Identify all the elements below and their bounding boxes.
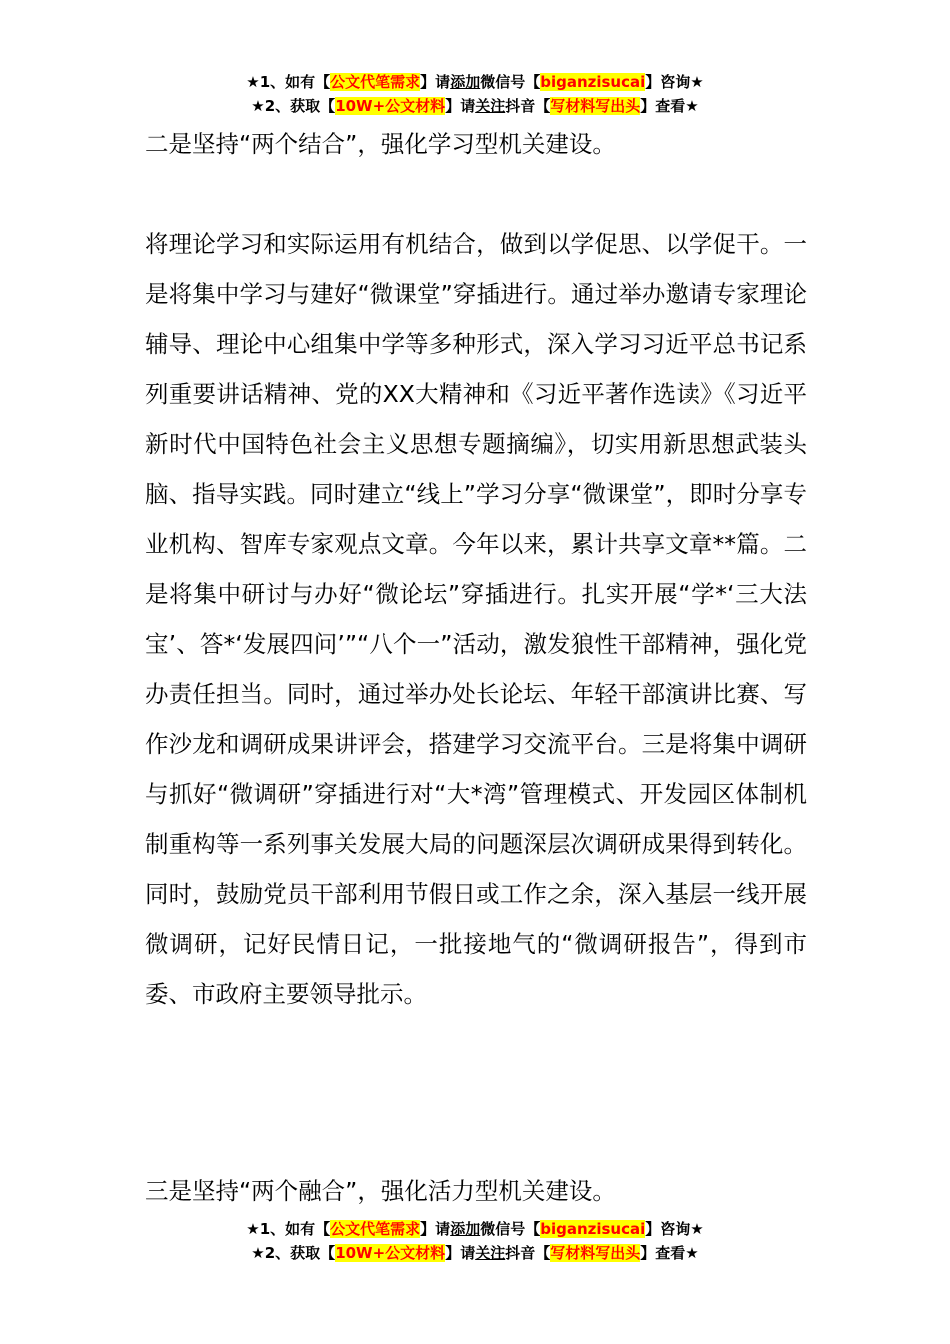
banner-text: 】查看★	[640, 97, 699, 115]
banner-highlight: 10W+公文材料	[335, 1244, 446, 1262]
banner-line-1	[0, 1217, 950, 1241]
banner-highlight: biganzisucai	[540, 73, 646, 91]
banner-text: 】咨询★	[645, 1220, 704, 1238]
banner-text: 】请	[445, 1244, 476, 1262]
banner-text: 】咨询★	[645, 73, 704, 91]
banner-text: 】查看★	[640, 1244, 699, 1262]
section-heading-2: 三是坚持“两个融合”，强化活力型机关建设。	[145, 1177, 616, 1205]
top-banner	[0, 70, 950, 118]
banner-underline: 关注	[475, 1244, 506, 1262]
body-paragraph: 将理论学习和实际运用有机结合，做到以学促思、以学促干。一是将集中学习与建好“微课堂”穿插进行。通过举办邀请专家理论辅导、理论中心组集中学等多种形式，深入学习习近平总书记系列重要讲话精神、党的XX大精神和《习近平著作选读》《习近平新时代中国特色社会主义思想专题摘编》，切实用新思想武装头脑、指导实践。同时建立“线上”学习分享“微课堂”，即时分享专业机构、智库专家观点文章。今年以来，累计共享文章**篇。二是将集中研讨与办好“微论坛”穿插进行。扎实开展“学*‘三大法宝’、答*‘发展四问’”“八个一”活动，激发狼性干部精神，强化党办责任担当。同时，通过举办处长论坛、年轻干部演讲比赛、写作沙龙和调研成果讲评会，搭建学习交流平台。三是将集中调研与抓好“微调研”穿插进行对“大*湾”管理模式、开发园区体制机制重构等一系列事关发展大局的问题深层次调研成果得到转化。同时，鼓励党员干部利用节假日或工作之余，深入基层一线开展微调研，记好民情日记，一批接地气的“微调研报告”，得到市委、市政府主要领导批示。	[145, 230, 807, 1008]
banner-text: ★2、获取【	[251, 97, 336, 115]
banner-text: ★1、如有【	[246, 73, 331, 91]
banner-highlight: 公文代笔需求	[330, 73, 421, 91]
bottom-banner	[0, 1217, 950, 1265]
banner-text: 微信号【	[480, 1220, 541, 1238]
banner-underline: 关注	[475, 97, 506, 115]
banner-highlight: 写材料写出头	[550, 97, 641, 115]
section-heading-1: 二是坚持“两个结合”，强化学习型机关建设。	[145, 130, 616, 158]
banner-highlight: 公文代笔需求	[330, 1220, 421, 1238]
banner-line-2	[0, 1241, 950, 1265]
banner-text: 】请	[445, 97, 476, 115]
banner-text: 微信号【	[480, 73, 541, 91]
banner-line-2	[0, 94, 950, 118]
banner-text: 抖音【	[505, 97, 551, 115]
banner-text: ★1、如有【	[246, 1220, 331, 1238]
banner-text: 】请	[420, 73, 451, 91]
banner-text: ★2、获取【	[251, 1244, 336, 1262]
banner-underline: 添加	[450, 73, 481, 91]
banner-text: 】请	[420, 1220, 451, 1238]
banner-text: 抖音【	[505, 1244, 551, 1262]
banner-highlight: 10W+公文材料	[335, 97, 446, 115]
banner-line-1	[0, 70, 950, 94]
banner-underline: 添加	[450, 1220, 481, 1238]
banner-highlight: biganzisucai	[540, 1220, 646, 1238]
banner-highlight: 写材料写出头	[550, 1244, 641, 1262]
